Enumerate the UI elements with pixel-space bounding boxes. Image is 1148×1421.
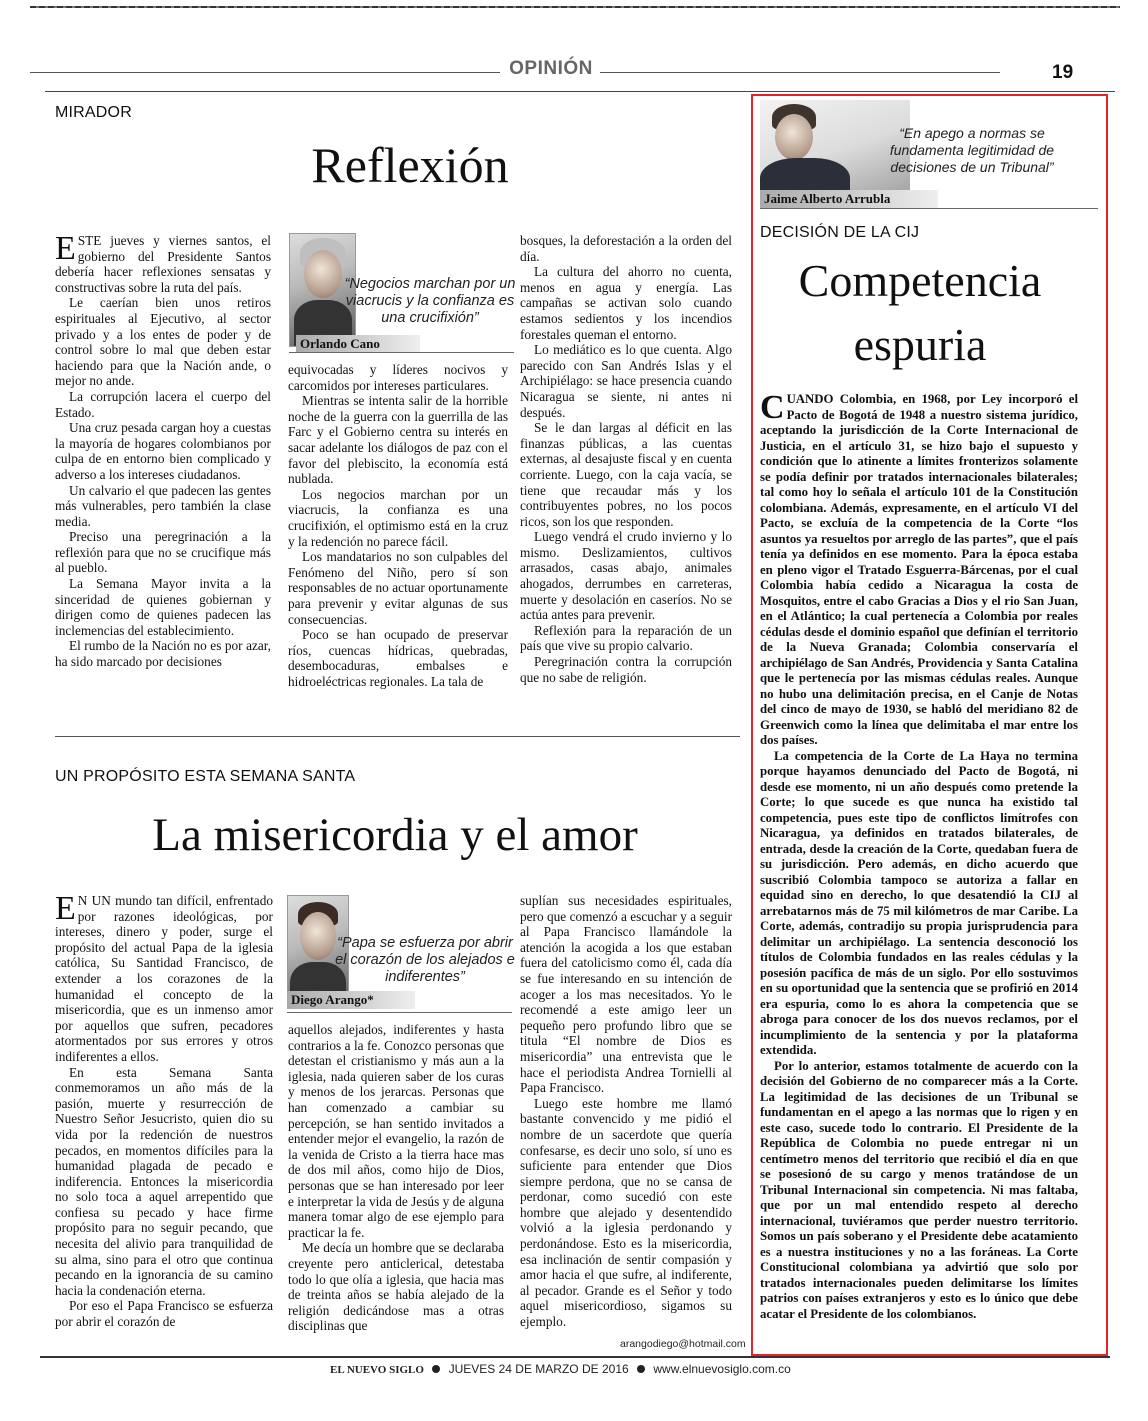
competencia-pull-quote: “En apego a normas se fundamenta legitimidad de decisiones de un Tribunal”: [889, 125, 1055, 175]
page-number: 19: [1052, 62, 1074, 83]
reflexion-paragraph: Un calvario el que padecen las gentes más vulnerables, pero también la clase media.: [55, 482, 271, 529]
reflexion-paragraph: Una cruz pesada cargan hoy a cuestas la mayoría de hogares colombianos por culpa de en entorno bien complicado y adverso a los intereses ciudadanos.: [55, 420, 271, 482]
misericordia-paragraph: aquellos alejados, indiferentes y hasta contrarios a la fe. Conozco personas que detestan el cristianismo y más aun a la iglesia, nada quieren saber de los curas y menos de los jerarcas. Personas que han comenzado a cambiar su percepción, se han sentido invitados a entender mejor el evangelio, la razón de la venida de Cristo a la tierra hace mas de dos mil años, como hijo de Dios, personas que se han interesado por leer e interpretar la vida de Jesús y de alguna manera tomar algo de ese ejemplo para practicar la fe.: [288, 1022, 504, 1240]
quote-rule-bottom: [289, 352, 514, 353]
competencia-paragraph: Por lo anterior, estamos totalmente de acuerdo con la decisión del Gobierno de no comparecer más a la Corte. La legitimidad de las decisiones de un Tribunal se fundamentan en el apego a las normas que lo rigen y en este caso, sucede todo lo contrario. El Presidente de la República de Colombia no puede entregar ni un centímetro menos del territorio que recibió el día en que se posesionó de su cargo y menos tratándose de un Tribunal Internacional sin competencia. Ni mas faltaba, que por un mal entendido respeto al derecho internacional, tuviéramos que perder nuestro territorio. Somos un país soberano y el Presidente debe acatamiento es a nuestra instituciones y no a las foráneas. La Corte Constitucional colombiana ya advirtió que solo por tratados internacionales pueden delimitarse los límites patrios con países extranjeros y esto es lo único que debe acatar el Presidente de los colombianos.: [760, 1058, 1078, 1321]
reflexion-paragraph: Luego vendrá el crudo invierno y lo mismo. Deslizamientos, cultivos arrasados, casas abajo, animales ahogados, derrumbes en carreteras, muerte y desolación en caseríos. No se actúa antes para prevenir.: [520, 529, 732, 623]
author-name-jaime-arrubla: Jaime Alberto Arrubla: [760, 190, 938, 208]
header-left-rule: [30, 72, 500, 73]
reflexion-paragraph: La corrupción lacera el cuerpo del Estado.: [55, 388, 271, 420]
misericordia-column-3: [520, 893, 732, 1330]
author-name-orlando-cano: Orlando Cano: [296, 335, 420, 353]
misericordia-title: La misericordia y el amor: [152, 809, 638, 861]
competencia-paragraph: La competencia de la Corte de La Haya no termina porque hayamos denunciado del Pacto de Bogotá, ni desde ese momento, ni un año después como pretende la Corte; lo que sucede es que nunca ha existido tal competencia, pues este tipo de conflictos limítrofes con Nicaragua, ya definidos en tratados bilaterales, de entrada, desde la creación de la Corte, quedaban fuera de su jurisdicción. Pero además, en dicho acuerdo que suscribió Colombia tampoco se autoriza a fallar en equidad sino en derecho, lo que desatendió la CIJ al arrebatarnos más de 75 mil kilómetros de mar Caribe. La Corte, además, contradijo su propia jurisprudencia para delimitar un archipiélago. La sentencia desconoció los títulos de Colombia fundados en las reales cédulas y la posesión pacífica de más de un siglo. Por ello sostuvimos en su oportunidad que la sentencia que se profirió en 2014 era espuria, como lo es ahora la competencia que se abroga para conocer de los dos nuevos reclamos, por el incumplimiento de la sentencia y por la plataforma extendida.: [760, 748, 1078, 1057]
competencia-paragraph: UANDO Colombia, en 1968, por Ley incorporó el Pacto de Bogotá de 1948 a nuestro sistema jurídico, aceptando la jurisdicción de la Corte Internacional de Justicia, en el artículo 31, se hizo bajo el supuesto y condición que lo atinente a límites fronterizos solamente se podía definir por tratados internacionales bilaterales; tal como hoy lo señala el artículo 101 de la Constitución colombiana. Además, expresamente, en el artículo VI del Pacto, se excluía de la competencia de la Corte “los asuntos ya resueltos por arreglo de las partes”, que el país tenía ya definidos en ese momento. Para la época estaba en pleno vigor el Tratado Esguerra-Bárcenas, por el cual Colombia había cedido a Nicaragua la costa de Mosquitos, entre el cabo Gracias a Dios y el rio San Juan, en el Atlántico; la cual pertenecía a Colombia por reales cédulas desde el dominio español que definían el territorio de la Nueva Granada; Colombia conservaría el archipiélago de San Andrés, Providencia y Santa Catalina que le pertenecía por las mismas cédulas reales. Aunque no hubo una delimitación precisa, en el Canje de Notas del cinco de mayo de 1930, se habló del meridiano 82 de Greenwich como la línea que delimitaba el mar entre los dos países.: [760, 392, 1078, 747]
header-top-rule: [30, 6, 1120, 8]
misericordia-column-1: [55, 890, 273, 1330]
reflexion-dropcap: E: [55, 230, 76, 267]
website-link[interactable]: www.elnuevosiglo.com.co: [653, 1362, 791, 1376]
competencia-title-line1: Competencia: [798, 255, 1042, 306]
reflexion-paragraph: Peregrinación contra la corrupción que no sabe de religión.: [520, 654, 732, 685]
issue-date: JUEVES 24 DE MARZO DE 2016: [448, 1362, 629, 1376]
reflexion-paragraph: Lo mediático es lo que cuenta. Algo parecido con San Andrés Islas y el Archipiélago: se hace presencia cuando Nicaragua se siente, ni antes ni después.: [520, 342, 732, 420]
section-name: OPINIÓN: [509, 58, 593, 79]
mirador-label: MIRADOR: [55, 104, 132, 121]
newspaper-name: EL NUEVO SIGLO: [330, 1364, 424, 1376]
bullet-icon: [432, 1365, 440, 1373]
reflexion-paragraph: equivocadas y líderes nocivos y carcomidos por intereses particulares.: [288, 362, 508, 393]
misericordia-paragraph: Me decía un hombre que se declaraba creyente pero anticlerical, detestaba todo lo que olía a iglesia, que hacia mas de treinta años se había alejado de la religión dedicándose mas a otras disciplinas que: [288, 1240, 504, 1334]
reflexion-paragraph: Le caerían bien unos retiros espirituales al Ejecutivo, al sector privado y a los entes de poder y de control sobre lo mal que deben estar haciendo para que la Nación ande, o mejor no ande.: [55, 295, 271, 389]
reflexion-paragraph: Poco se han ocupado de preservar ríos, cuencas hídricas, quebradas, desembocaduras, embalses e hidroeléctricas regionales. La tala de: [288, 627, 508, 689]
competencia-title-line2: espuria: [853, 319, 987, 370]
quote-rule-bottom: [760, 208, 1098, 209]
competencia-kicker: DECISIÓN DE LA CIJ: [760, 224, 920, 241]
reflexion-column-2: [288, 362, 508, 689]
misericordia-paragraph: suplían sus necesidades espirituales, pero que comenzó a escuchar y a seguir al Papa Francisco llamándole la atención la acogida a los que estaban fuera del catolicismo como él, cada día se fue interesando en su intención de acoger a los mas necesitados. Yo le recomendé a este amigo leer un pequeño pero profundo libro que se titula “El nombre de Dios es misericordia” una entrevista que le hace el periodista Andrea Tornielli al Papa Francisco.: [520, 893, 732, 1096]
header-bottom-rule: [45, 91, 1115, 92]
reflexion-paragraph: STE jueves y viernes santos, el gobierno del Presidente Santos debería hacer reflexiones sensatas y constructivas sobre la ruta del país.: [55, 233, 271, 295]
misericordia-column-2: [288, 1022, 504, 1334]
reflexion-paragraph: Mientras se intenta salir de la horrible noche de la guerra con la guerrilla de las Farc y el Gobierno centra su interés en sacar adelante los diálogos de paz con el favor del plebiscito, la economía está nublada.: [288, 393, 508, 487]
reflexion-title: Reflexión: [311, 137, 509, 193]
misericordia-dropcap: E: [55, 890, 76, 927]
misericordia-paragraph: En esta Semana Santa conmemoramos un año más de la pasión, muerte y resurrección de Nuestro Señor Jesucristo, quien dio su vida por la redención de nuestros pecados, en momentos difíciles para la humanidad plagada de pecado e indiferencia. Entonces la misericordia no solo toca a aquel arrepentido que confiesa su pecado y hace firme propósito para no seguir pecando, que necesita del alivio para tranquilidad de su alma, sino para el otro que continua pecando en la ignorancia de su camino hacia la condenación eterna.: [55, 1064, 273, 1298]
footer-rule: [40, 1356, 1110, 1358]
section-divider: [55, 736, 740, 737]
reflexion-column-3: [520, 233, 732, 685]
reflexion-column-1: [55, 230, 271, 670]
reflexion-paragraph: La Semana Mayor invita a la sinceridad de quienes gobiernan y dirigen como de quienes padecen las inclemencias del establecimiento.: [55, 576, 271, 638]
misericordia-paragraph: Luego este hombre me llamó bastante convencido y me pidió el nombre de un sacerdote que quería confesarse, es decir uno solo, sí uno es suficiente para entender que Dios siempre perdona, que no se cansa de perdonar, como sucedió con este hombre que alejado y desentendido volvió a la iglesia perdonando y perdonándose. Esto es la misericordia, esa inclinación de sentir compasión y amor hacia el que sufre, al indiferente, al pecador. Grande es el Señor y todo aquel misericordioso, sigamos su ejemplo.: [520, 1095, 732, 1330]
reflexion-paragraph: Los negocios marchan por un viacrucis, la confianza es una crucifixión, el optimismo está en la cruz y la redención no parece fácil.: [288, 486, 508, 549]
reflexion-paragraph: Se le dan largas al déficit en las finanzas públicas, a las cuentas externas, al desajuste fiscal y en cuenta corriente. Luego, con la caja vacía, se tiene que recaudar más y los contribuyentes pobres, no los pocos ricos, son los que responden.: [520, 420, 732, 529]
footer: [330, 1362, 830, 1382]
reflexion-paragraph: La cultura del ahorro no cuenta, menos en agua y energía. Las campañas se activan solo cuando estamos sedientos y los incendios forestales queman el entorno.: [520, 264, 732, 342]
misericordia-pull-quote: “Papa se esfuerza por abrir el corazón de los alejados e indiferentes”: [335, 935, 515, 985]
misericordia-paragraph: N UN mundo tan difícil, enfrentado por razones ideológicas, por intereses, dinero y poder, surge el propósito del actual Papa de la iglesia católica, Su Santidad Francisco, de extender a los corazones de la humanidad el concepto de la misericordia, que es un inmenso amor por aquellos que sufren, pecadores atormentados por sus errores y otros indiferentes a ellos.: [55, 893, 273, 1064]
competencia-body: [760, 389, 1078, 1322]
misericordia-paragraph: Por eso el Papa Francisco se esfuerza por abrir el corazón de: [55, 1298, 273, 1330]
reflexion-paragraph: bosques, la deforestación a la orden del día.: [520, 233, 732, 264]
competencia-dropcap: C: [760, 389, 785, 426]
reflexion-paragraph: Los mandatarios no son culpables del Fenómeno del Niño, pero sí son responsables de no actuar oportunamente para prevenir y evitar algunas de sus consecuencias.: [288, 549, 508, 627]
bullet-icon: [637, 1365, 645, 1373]
photo-face: [775, 114, 813, 160]
reflexion-pull-quote: “Negocios marchan por un viacrucis y la confianza es una crucifixión”: [344, 276, 516, 326]
section-header: [0, 0, 1148, 100]
reflexion-paragraph: Reflexión para la reparación de un país que vive su propio calvario.: [520, 622, 732, 654]
photo-face: [300, 912, 336, 960]
reflexion-paragraph: El rumbo de la Nación no es por azar, ha sido marcado por decisiones: [55, 638, 271, 670]
quote-rule-bottom: [287, 1012, 512, 1013]
author-name-diego-arango: Diego Arango*: [287, 991, 415, 1009]
photo-face: [304, 250, 342, 298]
header-right-rule: [600, 72, 1000, 73]
author-email: arangodiego@hotmail.com: [620, 1338, 746, 1350]
misericordia-kicker: UN PROPÓSITO ESTA SEMANA SANTA: [55, 768, 356, 785]
reflexion-paragraph: Preciso una peregrinación a la reflexión para que no se crucifique más al pueblo.: [55, 529, 271, 576]
